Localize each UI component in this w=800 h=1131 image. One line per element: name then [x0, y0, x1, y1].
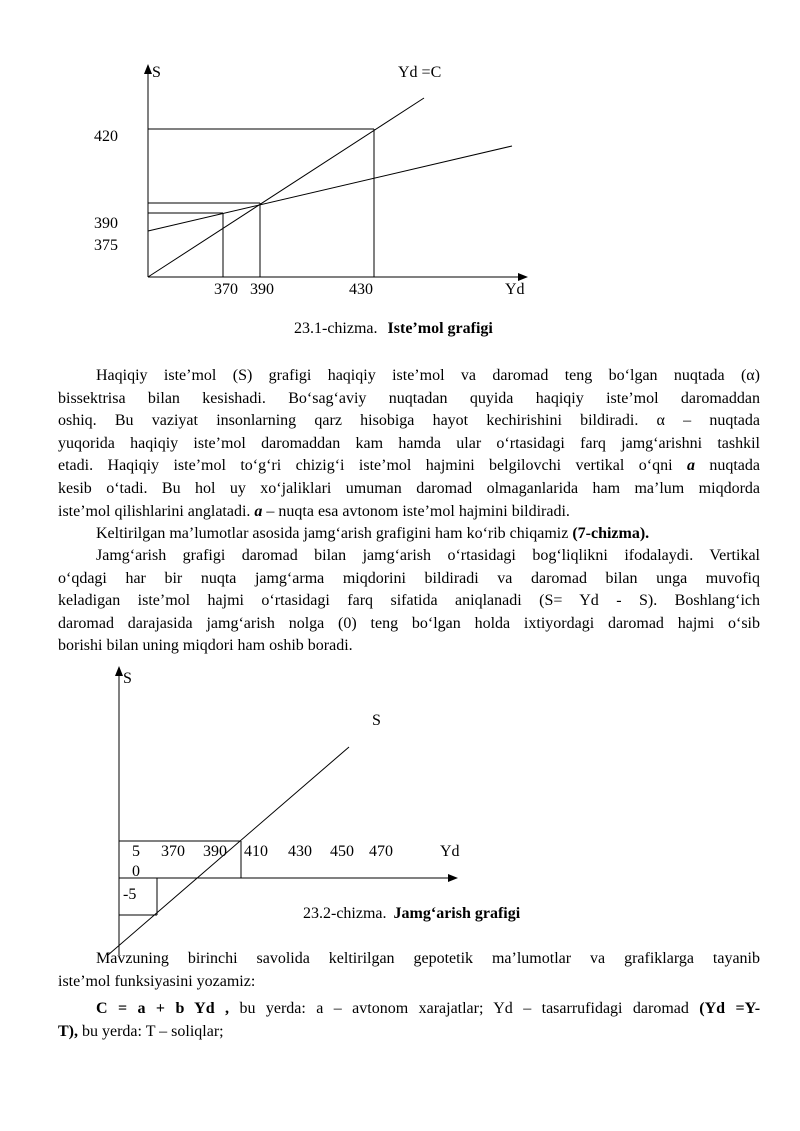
- paragraph-1: [58, 365, 760, 523]
- x-tick-430: 430: [349, 281, 373, 298]
- paragraph-4: [58, 948, 760, 993]
- figure1-caption-number: 23.1-chizma.: [294, 320, 378, 337]
- bisector-line: [148, 98, 424, 277]
- p1-line-7: [58, 501, 760, 524]
- paragraph-2: [58, 523, 760, 546]
- p1-line-5-tail: nuqtada: [709, 457, 761, 475]
- formula-bold-2: (Yd =Y-: [699, 1000, 761, 1017]
- formula-line-2: [58, 1021, 760, 1044]
- figure2-caption: [303, 905, 520, 923]
- figure1-caption-title: Iste’mol grafigi: [387, 320, 493, 337]
- p3-line-5: borishi bilan uning miqdori ham oshib boradi.: [58, 637, 353, 655]
- formula-bold: C = a + b Yd ,: [96, 1000, 230, 1017]
- p3-line-1: Jamg‘arish grafigi daromad bilan jamg‘arish o‘rtasidagi bog‘liqlikni ifodalaydi. Vertikal: [96, 547, 760, 564]
- y-tick-390: 390: [94, 215, 118, 232]
- p3-line-4: daromad darajasida jamg‘arish nolga (0) teng bo‘lgan holda ixtiyordagi daromad hajmi o‘sib: [58, 614, 760, 632]
- x-tick-470: 470: [369, 843, 393, 860]
- x-tick-370: 370: [214, 281, 238, 298]
- x-axis-arrow: [448, 874, 458, 882]
- zero-label: 0: [132, 863, 140, 880]
- figure2-caption-title: Jamg‘arish grafigi: [393, 905, 521, 922]
- line-label: Yd =C: [398, 64, 442, 81]
- line-label: S: [372, 712, 381, 729]
- p1-line-7-tail: – nuqta esa avtonom iste’mol hajmini bildiradi.: [266, 502, 570, 520]
- formula-paragraph: [58, 998, 760, 1043]
- y-axis-label: S: [152, 64, 161, 81]
- x-tick-370: 370: [161, 843, 185, 860]
- x-tick-430: 430: [288, 843, 312, 860]
- p3-line-3: keladigan iste’mol hajmi o‘rtasidagi farq sifatida aniqlanadi (S= Yd - S). Boshlang‘ich: [58, 592, 760, 610]
- p1-line-7-italic: a: [254, 502, 263, 520]
- x-tick-5: 5: [132, 843, 140, 860]
- p1-line-4: yuqorida haqiqiy iste’mol daromaddan kam hamda ular o‘rtasidagi farq jamg‘arishni tashkil: [58, 434, 760, 452]
- p2-bold: (7-chizma).: [572, 525, 650, 542]
- x-tick-390: 390: [203, 843, 227, 860]
- y-axis-arrow: [144, 64, 152, 74]
- saving-line: [108, 747, 349, 955]
- x-axis-label: Yd: [440, 843, 460, 860]
- formula-text: bu yerda: a – avtonom xarajatlar; Yd – tasarrufidagi daromad: [239, 1000, 689, 1017]
- formula-bold-3: T),: [58, 1022, 78, 1040]
- x-tick-450: 450: [330, 843, 354, 860]
- y-axis-label: S: [123, 670, 132, 687]
- p1-line-2: bissektrisa bilan kesishadi. Bo‘sag‘aviy nuqtadan quyida haqiqiy iste’mol daromaddan: [58, 389, 760, 407]
- y-tick-375: 375: [94, 237, 118, 254]
- paragraph-3: [58, 545, 760, 658]
- x-tick-390: 390: [250, 281, 274, 298]
- p1-line-5-italic: a: [686, 457, 695, 475]
- y-tick-420: 420: [94, 128, 118, 145]
- consumption-graph: [0, 0, 800, 320]
- figure2-caption-number: 23.2-chizma.: [303, 905, 387, 922]
- p1-line-5-text: etadi. Haqiqiy iste’mol to‘g‘ri chizig‘i iste’mol hajmini belgilovchi vertikal o‘qni: [58, 457, 673, 475]
- x-tick-410: 410: [244, 843, 268, 860]
- p2-text: Keltirilgan ma’lumotlar asosida jamg‘arish grafigini ham ko‘rib chiqamiz: [96, 525, 569, 542]
- formula-text-2: bu yerda: T – soliqlar;: [82, 1022, 224, 1040]
- p1-line-6: kesib o‘tadi. Bu hol uy xo‘jaliklari umuman daromad olmaganlarida ham ma’lum miqdorda: [58, 479, 760, 497]
- y-axis-arrow: [115, 666, 123, 676]
- p4-line-2: iste’mol funksiyasini yozamiz:: [58, 972, 256, 990]
- p1-line-7-text: iste’mol qilishlarini anglatadi.: [58, 502, 251, 520]
- formula-line-1: [58, 998, 760, 1021]
- p4-line-1: Mavzuning birinchi savolida keltirilgan gepotetik ma’lumotlar va grafiklarga tayanib: [96, 950, 760, 967]
- x-axis-arrow: [518, 273, 528, 281]
- neg-label: -5: [123, 886, 137, 903]
- p1-line-5: [58, 455, 760, 478]
- x-axis-label: Yd: [505, 281, 525, 298]
- p3-line-2: o‘qdagi har bir nuqta jamg‘arma miqdorini bildiradi va daromad bilan unga muvofiq: [58, 569, 760, 587]
- figure1-caption: [294, 320, 493, 338]
- p1-line-1: Haqiqiy iste’mol (S) grafigi haqiqiy iste’mol va daromad teng bo‘lgan nuqtada (α): [96, 367, 760, 384]
- p1-line-3: oshiq. Bu vaziyat insonlarning qarz hisobiga hayot kechirishini bildiradi. α – nuqtada: [58, 412, 760, 430]
- p2-line-1: [58, 523, 760, 546]
